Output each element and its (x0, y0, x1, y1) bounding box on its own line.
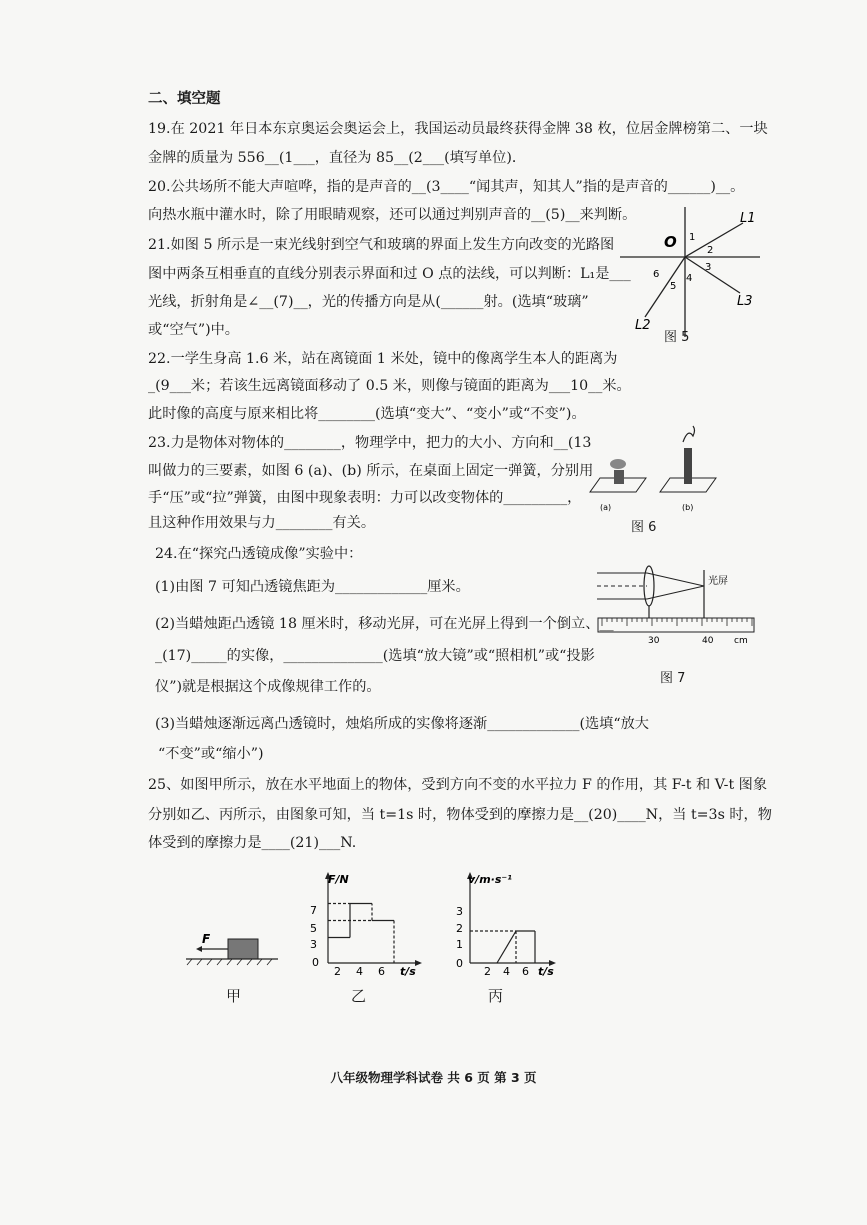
q25-line-3: 体受到的摩擦力是____(21)___N. (148, 835, 357, 851)
graph-yi-xlabel: t/s (400, 965, 416, 978)
fig5-label-l3: L3 (737, 294, 753, 309)
q19-line-1: 19.在 2021 年日本东京奥运会奥运会上，我国运动员最终获得金牌 38 枚，位居金牌榜第二、一块 (148, 121, 768, 137)
figure-5-caption: 图 5 (664, 330, 690, 345)
q24-part1: (1)由图 7 可知凸透镜焦距为_____________厘米。 (155, 579, 470, 595)
graph-jia-block (182, 925, 282, 975)
graph-yi-xtick-0: 0 (312, 956, 319, 969)
graph-bing-xtick-4: 4 (503, 965, 510, 978)
fig5-angle-3: 3 (705, 262, 712, 273)
q20-line-1: 20.公共场所不能大声喧哗，指的是声音的__(3____“闻其声，知其人”指的是声音的______)__。 (148, 179, 745, 195)
q24-part2-line-3: 仪”)就是根据这个成像规律工作的。 (155, 679, 381, 695)
q24-part3-line-1: (3)当蜡烛逐渐远离凸透镜时，烛焰所成的实像将逐渐_____________(选填“放大 (155, 716, 649, 732)
fig7-tick-30: 30 (648, 636, 660, 646)
q24-title: 24.在“探究凸透镜成像”实验中： (155, 546, 363, 562)
fig5-angle-2: 2 (707, 245, 714, 256)
fig6-label-b: (b) (682, 503, 694, 512)
graph-yi-ytick-7: 7 (310, 904, 317, 917)
fig5-angle-4: 4 (686, 273, 693, 284)
figure-6-caption: 图 6 (631, 520, 657, 535)
q25-line-1: 25、如图甲所示，放在水平地面上的物体，受到方向不变的水平拉力 F 的作用，其 F-t 和 V-t 图象 (148, 777, 768, 793)
fig5-label-l1: L1 (740, 211, 756, 226)
fig5-angle-5: 5 (670, 281, 677, 292)
q22-line-2: _(9___米；若该生远离镜面移动了 0.5 米，则像与镜面的距离为___10__米。 (148, 378, 631, 394)
fig5-angle-6: 6 (653, 269, 660, 280)
graph-bing-ytick-1: 1 (456, 938, 463, 951)
fig6-label-a: (a) (600, 503, 612, 512)
fig5-angle-1: 1 (689, 232, 696, 243)
q24-part2-line-2: _(17)_____的实像，______________(选填“放大镜”或“照相机”或“投影 (155, 648, 595, 664)
q19-line-2: 金牌的质量为 556__(1___，直径为 85__(2___(填写单位)． (148, 150, 527, 166)
graph-yi-xtick-2: 2 (334, 965, 341, 978)
graph-bing-xtick-2: 2 (484, 965, 491, 978)
graph-bing-ylabel: v/m·s⁻¹ (468, 873, 512, 886)
q25-line-2: 分别如乙、丙所示，由图象可知，当 t=1s 时，物体受到的摩擦力是__(20)____N，当 t=3s 时，物 (148, 807, 772, 823)
graph-yi-xtick-4: 4 (356, 965, 363, 978)
graph-bing-xtick-6: 6 (522, 965, 529, 978)
q21-line-3: 光线，折射角是∠__(7)__，光的传播方向是从(______射。(选填“玻璃” (148, 294, 589, 310)
fig5-label-l2: L2 (635, 318, 651, 333)
figure-6-springs (588, 422, 718, 514)
page-footer: 八年级物理学科试卷 共 6 页 第 3 页 (330, 1070, 537, 1085)
graph-bing-xtick-0: 0 (456, 957, 463, 970)
figure-7-lens (592, 558, 762, 650)
graph-yi-ylabel: F/N (328, 873, 349, 886)
q23-line-3: 手“压”或“拉”弹簧，由图中现象表明：力可以改变物体的_________， (148, 490, 582, 506)
q23-line-1: 23.力是物体对物体的________，物理学中，把力的大小、方向和__(13 (148, 435, 592, 451)
graph-bing-caption: 丙 (488, 987, 504, 1005)
q20-line-2: 向热水瓶中灌水时，除了用眼睛观察，还可以通过判别声音的__(5)__来判断。 (148, 207, 637, 223)
section-title: 二、填空题 (148, 91, 221, 107)
q22-line-3: 此时像的高度与原来相比将________(选填“变大”、“变小”或“不变”)。 (148, 406, 586, 422)
figure-5-light-path (615, 205, 765, 340)
q23-line-2: 叫做力的三要素，如图 6 (a)、(b) 所示，在桌面上固定一弹簧，分别用 (148, 463, 594, 479)
graph-bing-v-t (442, 868, 567, 978)
graph-yi-ytick-5: 5 (310, 922, 317, 935)
q22-line-1: 22.一学生身高 1.6 米，站在离镜面 1 米处，镜中的像离学生本人的距离为 (148, 351, 618, 367)
graph-bing-ytick-2: 2 (456, 922, 463, 935)
graph-jia-force: F (202, 932, 211, 946)
q24-part2-line-1: (2)当蜡烛距凸透镜 18 厘米时，移动光屏，可在光屏上得到一个倒立、__ (155, 616, 614, 632)
fig7-screen-label: 光屏 (708, 576, 728, 587)
q24-part3-line-2: “不变”或“缩小”) (158, 746, 264, 762)
fig7-tick-unit: cm (734, 636, 748, 646)
graph-bing-xlabel: t/s (538, 965, 554, 978)
graph-jia-caption: 甲 (226, 987, 242, 1005)
graph-bing-ytick-3: 3 (456, 905, 463, 918)
graph-yi-ytick-3: 3 (310, 938, 317, 951)
graph-yi-xtick-6: 6 (378, 965, 385, 978)
v-rise (497, 931, 516, 963)
figure-7-caption: 图 7 (660, 671, 686, 686)
q21-line-4: 或“空气”)中。 (148, 322, 239, 338)
q21-line-2: 图中两条互相垂直的直线分别表示界面和过 O 点的法线，可以判断：L₁是___ (148, 266, 631, 282)
fig7-tick-40: 40 (702, 636, 714, 646)
graph-yi-f-t (300, 868, 425, 978)
q21-line-1: 21.如图 5 所示是一束光线射到空气和玻璃的界面上发生方向改变的光路图 (148, 237, 615, 253)
q23-line-4: 且这种作用效果与力________有关。 (148, 515, 376, 531)
fig5-label-o: O (664, 233, 677, 251)
graph-yi-caption: 乙 (351, 987, 367, 1005)
